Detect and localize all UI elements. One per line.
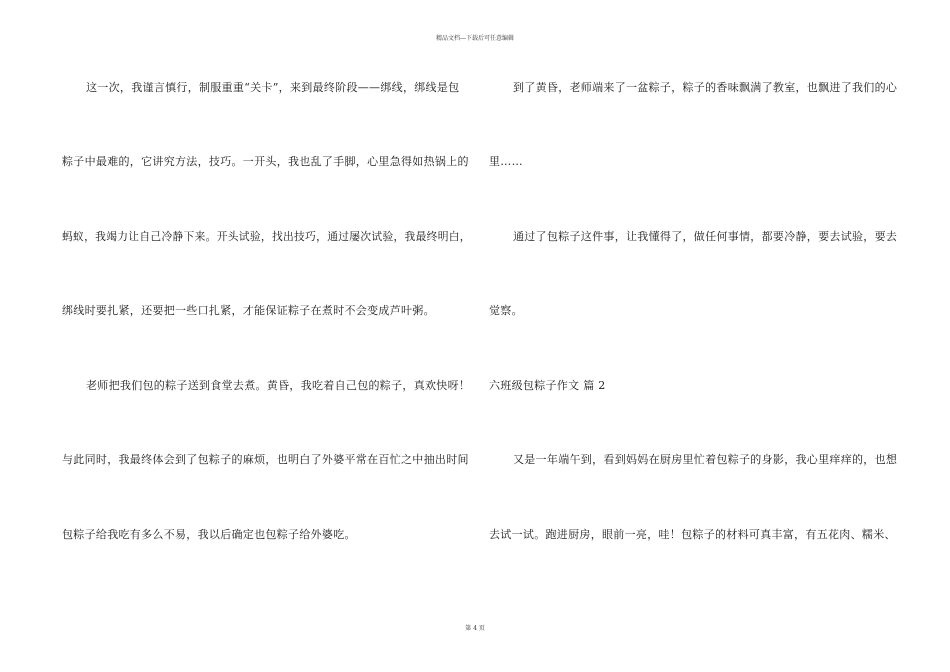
paragraph-line: 去试一试。跑进厨房，眼前一亮，哇！包粽子的材料可真丰富，有五花肉、糯米、: [489, 528, 896, 541]
paragraph-line: 这一次，我谨言慎行，制服重重“关卡”，来到最终阶段——绑线，绑线是包: [86, 81, 460, 94]
paragraph-line: 蚂蚁，我竭力让自己冷静下来。开头试验，找出技巧，通过屡次试验，我最终明白，: [62, 230, 471, 243]
paragraph-line: 里……: [489, 155, 523, 168]
page-header: 精品文档---下载后可任意编辑: [435, 35, 515, 42]
paragraph-line: 与此同时，我最终体会到了包粽子的麻烦，也明白了外婆平常在百忙之中抽出时间: [62, 453, 469, 466]
paragraph-line: 通过了包粽子这件事，让我懂得了，做任何事情，都要冷静，要去试验，要去: [513, 230, 898, 243]
paragraph-line: 包粽子给我吃有多么不易，我以后确定也包粽子给外婆吃。: [62, 528, 356, 541]
paragraph-line: 又是一年端午到，看到妈妈在厨房里忙着包粽子的身影，我心里痒痒的，也想: [513, 453, 898, 466]
paragraph-line: 粽子中最难的，它讲究方法，技巧。一开头，我也乱了手脚，心里急得如热锅上的: [62, 155, 469, 168]
section-heading: 六班级包粽子作文 篇 2: [489, 379, 606, 392]
paragraph-line: 到了黄昏，老师端来了一盆粽子，粽子的香味飘满了教室，也飘进了我们的心: [513, 81, 898, 94]
paragraph-line: 老师把我们包的粽子送到食堂去煮。黄昏，我吃着自己包的粽子，真欢快呀！: [86, 379, 471, 392]
page-footer: 第 4 页: [465, 625, 485, 632]
paragraph-line: 绑线时要扎紧，还要把一些口扎紧，才能保证粽子在煮时不会变成芦叶粥。: [62, 304, 435, 317]
paragraph-line: 觉察。: [489, 304, 523, 317]
